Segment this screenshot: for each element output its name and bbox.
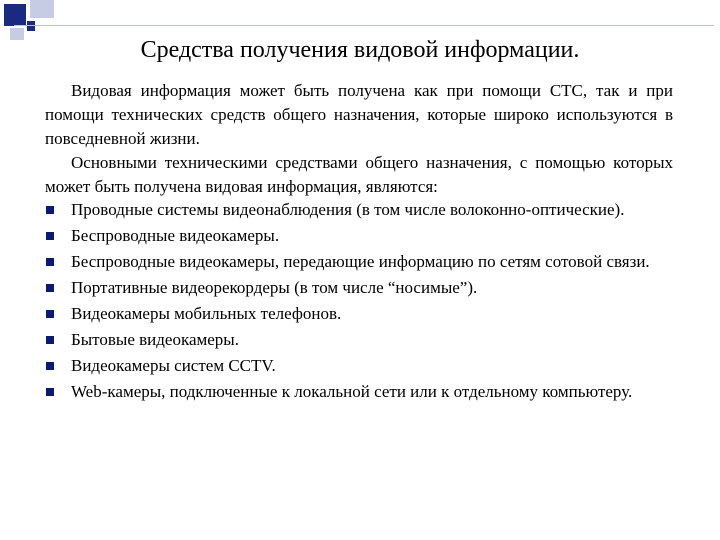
square-bullet-icon: [46, 206, 54, 214]
decor-square-small-dark: [27, 21, 35, 31]
list-item-text: Портативные видеорекордеры (в том числе “носимые”).: [71, 278, 478, 297]
list-item-text: Проводные системы видеонаблюдения (в том числе волоконно-оптические).: [71, 200, 625, 219]
square-bullet-icon: [46, 258, 54, 266]
square-bullet-icon: [46, 232, 54, 240]
list-item: [45, 225, 673, 247]
list-item: [45, 199, 673, 221]
bullet-list: [45, 199, 673, 403]
list-item: [45, 251, 673, 273]
slide-title: Средства получения видовой информации.: [140, 37, 580, 63]
intro-paragraph: Основными техническими средствами общего назначения, с помощью которых может быть получена видовая информация, являются:: [45, 153, 673, 196]
decor-horizontal-rule: [14, 25, 714, 26]
list-item-text: Бытовые видеокамеры.: [71, 330, 239, 349]
square-bullet-icon: [46, 336, 54, 344]
slide-content: [45, 79, 673, 407]
decor-square-light: [30, 0, 54, 18]
list-item: [45, 329, 673, 351]
decor-square-dark: [4, 4, 26, 26]
list-item: [45, 381, 673, 403]
intro-paragraph: Видовая информация может быть получена как при помощи СТС, так и при помощи технических средств общего назначения, которые широко используются в повседневной жизни.: [45, 81, 673, 148]
list-item-text: Видеокамеры мобильных телефонов.: [71, 304, 342, 323]
list-item: [45, 303, 673, 325]
square-bullet-icon: [46, 284, 54, 292]
square-bullet-icon: [46, 310, 54, 318]
list-item-text: Видеокамеры систем CCTV.: [71, 356, 276, 375]
list-item: [45, 277, 673, 299]
list-item-text: Web-камеры, подключенные к локальной сети или к отдельному компьютеру.: [71, 382, 633, 401]
square-bullet-icon: [46, 388, 54, 396]
list-item-text: Беспроводные видеокамеры.: [71, 226, 280, 245]
square-bullet-icon: [46, 362, 54, 370]
list-item: [45, 355, 673, 377]
list-item-text: Беспроводные видеокамеры, передающие информацию по сетям сотовой связи.: [71, 252, 650, 271]
